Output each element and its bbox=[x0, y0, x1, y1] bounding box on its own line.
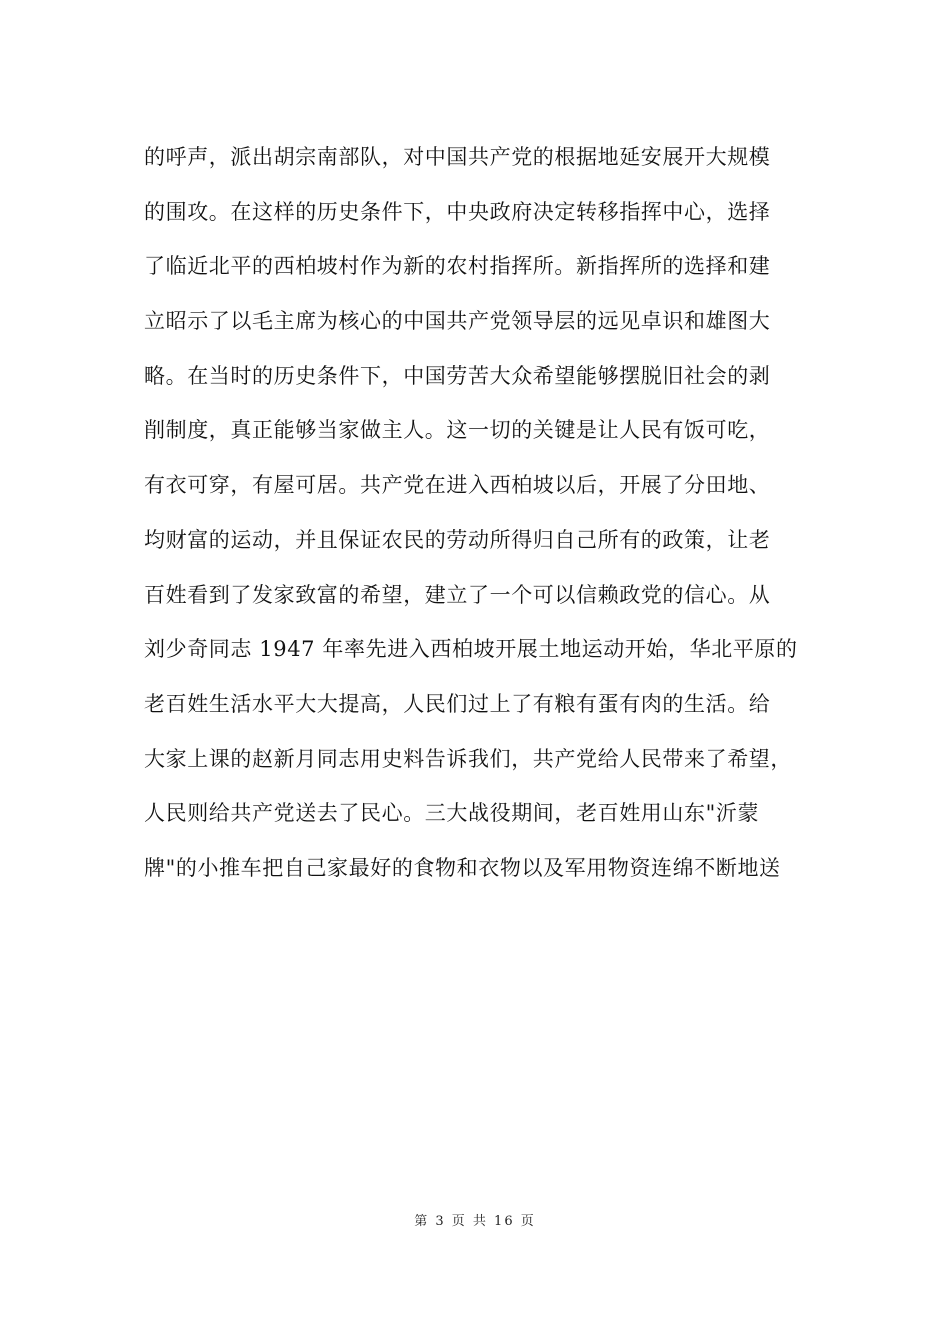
page-number-footer: 第 3 页 共 16 页 bbox=[414, 1214, 536, 1229]
text-line: 立昭示了以毛主席为核心的中国共产党领导层的远见卓识和雄图大 bbox=[144, 309, 771, 334]
text-line: 均财富的运动，并且保证农民的劳动所得归自己所有的政策，让老 bbox=[144, 527, 771, 552]
text-line: 大家上课的赵新月同志用史料告诉我们，共产党给人民带来了希望， bbox=[144, 746, 792, 771]
text-line: 了临近北平的西柏坡村作为新的农村指挥所。新指挥所的选择和建 bbox=[144, 254, 771, 279]
text-line: 老百姓生活水平大大提高，人民们过上了有粮有蛋有肉的生活。给 bbox=[144, 691, 771, 716]
text-line: 刘少奇同志 1947 年率先进入西柏坡开展土地运动开始，华北平原的 bbox=[144, 637, 798, 662]
text-line: 百姓看到了发家致富的希望，建立了一个可以信赖政党的信心。从 bbox=[144, 582, 771, 607]
body-text bbox=[144, 130, 824, 896]
text-line: 削制度，真正能够当家做主人。这一切的关键是让人民有饭可吃， bbox=[144, 418, 771, 443]
text-line: 人民则给共产党送去了民心。三大战役期间，老百姓用山东"沂蒙 bbox=[144, 801, 760, 826]
text-line: 有衣可穿，有屋可居。共产党在进入西柏坡以后，开展了分田地、 bbox=[144, 473, 771, 498]
text-line: 的呼声，派出胡宗南部队，对中国共产党的根据地延安展开大规模 bbox=[144, 145, 771, 169]
text-line: 略。在当时的历史条件下，中国劳苦大众希望能够摆脱旧社会的剥 bbox=[144, 363, 771, 388]
text-line: 牌"的小推车把自己家最好的食物和衣物以及军用物资连绵不断地送 bbox=[144, 855, 781, 880]
text-line: 的围攻。在这样的历史条件下，中央政府决定转移指挥中心，选择 bbox=[144, 199, 771, 224]
